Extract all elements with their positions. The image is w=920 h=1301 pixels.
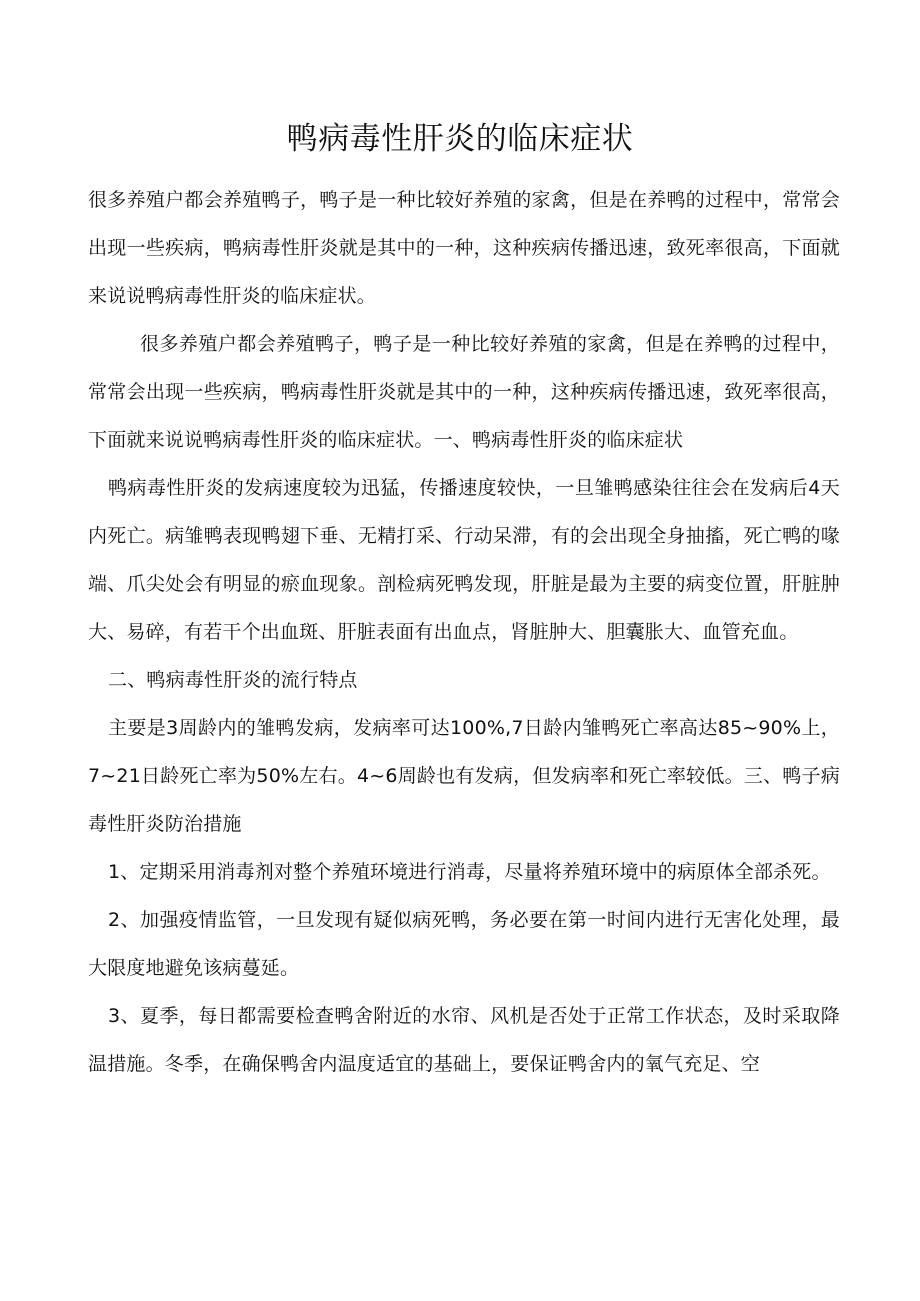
document-body (88, 176, 840, 1088)
paragraph-symptoms: 鸭病毒性肝炎的发病速度较为迅猛，传播速度较快，一旦雏鸭感染往往会在发病后4天内死亡。病雏鸭表现鸭翅下垂、无精打采、行动呆滞，有的会出现全身抽搐，死亡鸭的喙端、爪尖处会有明显的瘀血现象。剖检病死鸭发现，肝脏是最为主要的病变位置，肝脏肿大、易碎，有若干个出血斑、肝脏表面有出血点，肾脏肿大、胆囊胀大、血管充血。 (88, 477, 840, 643)
paragraph-intro: 很多养殖户都会养殖鸭子，鸭子是一种比较好养殖的家禽，但是在养鸭的过程中，常常会出现一些疾病，鸭病毒性肝炎就是其中的一种，这种疾病传播迅速，致死率很高，下面就来说说鸭病毒性肝炎的临床症状。 (88, 189, 840, 307)
measure-item-2: 2、加强疫情监管，一旦发现有疑似病死鸭，务必要在第一时间内进行无害化处理，最大限度地避免该病蔓延。 (88, 909, 840, 979)
section-heading-epidemiology: 二、鸭病毒性肝炎的流行特点 (108, 669, 358, 691)
measure-item-3: 3、夏季，每日都需要检查鸭舍附近的水帘、风机是否处于正常工作状态，及时采取降温措施。冬季，在确保鸭舍内温度适宜的基础上，要保证鸭舍内的氧气充足、空 (88, 1005, 840, 1075)
paragraph-epidemiology: 主要是3周龄内的雏鸭发病，发病率可达100%,7日龄内雏鸭死亡率高达85~90%上，7~21日龄死亡率为50%左右。4~6周龄也有发病，但发病率和死亡率较低。三、鸭子病毒性肝炎防治措施 (88, 717, 840, 835)
measure-item-1: 1、定期采用消毒剂对整个养殖环境进行消毒，尽量将养殖环境中的病原体全部杀死。 (108, 861, 831, 883)
paragraph-intro-repeat: 很多养殖户都会养殖鸭子，鸭子是一种比较好养殖的家禽，但是在养鸭的过程中，常常会出现一些疾病，鸭病毒性肝炎就是其中的一种，这种疾病传播迅速，致死率很高，下面就来说说鸭病毒性肝炎的临床症状。一、鸭病毒性肝炎的临床症状 (88, 333, 840, 451)
document-title: 鸭病毒性肝炎的临床症状 (286, 121, 634, 157)
